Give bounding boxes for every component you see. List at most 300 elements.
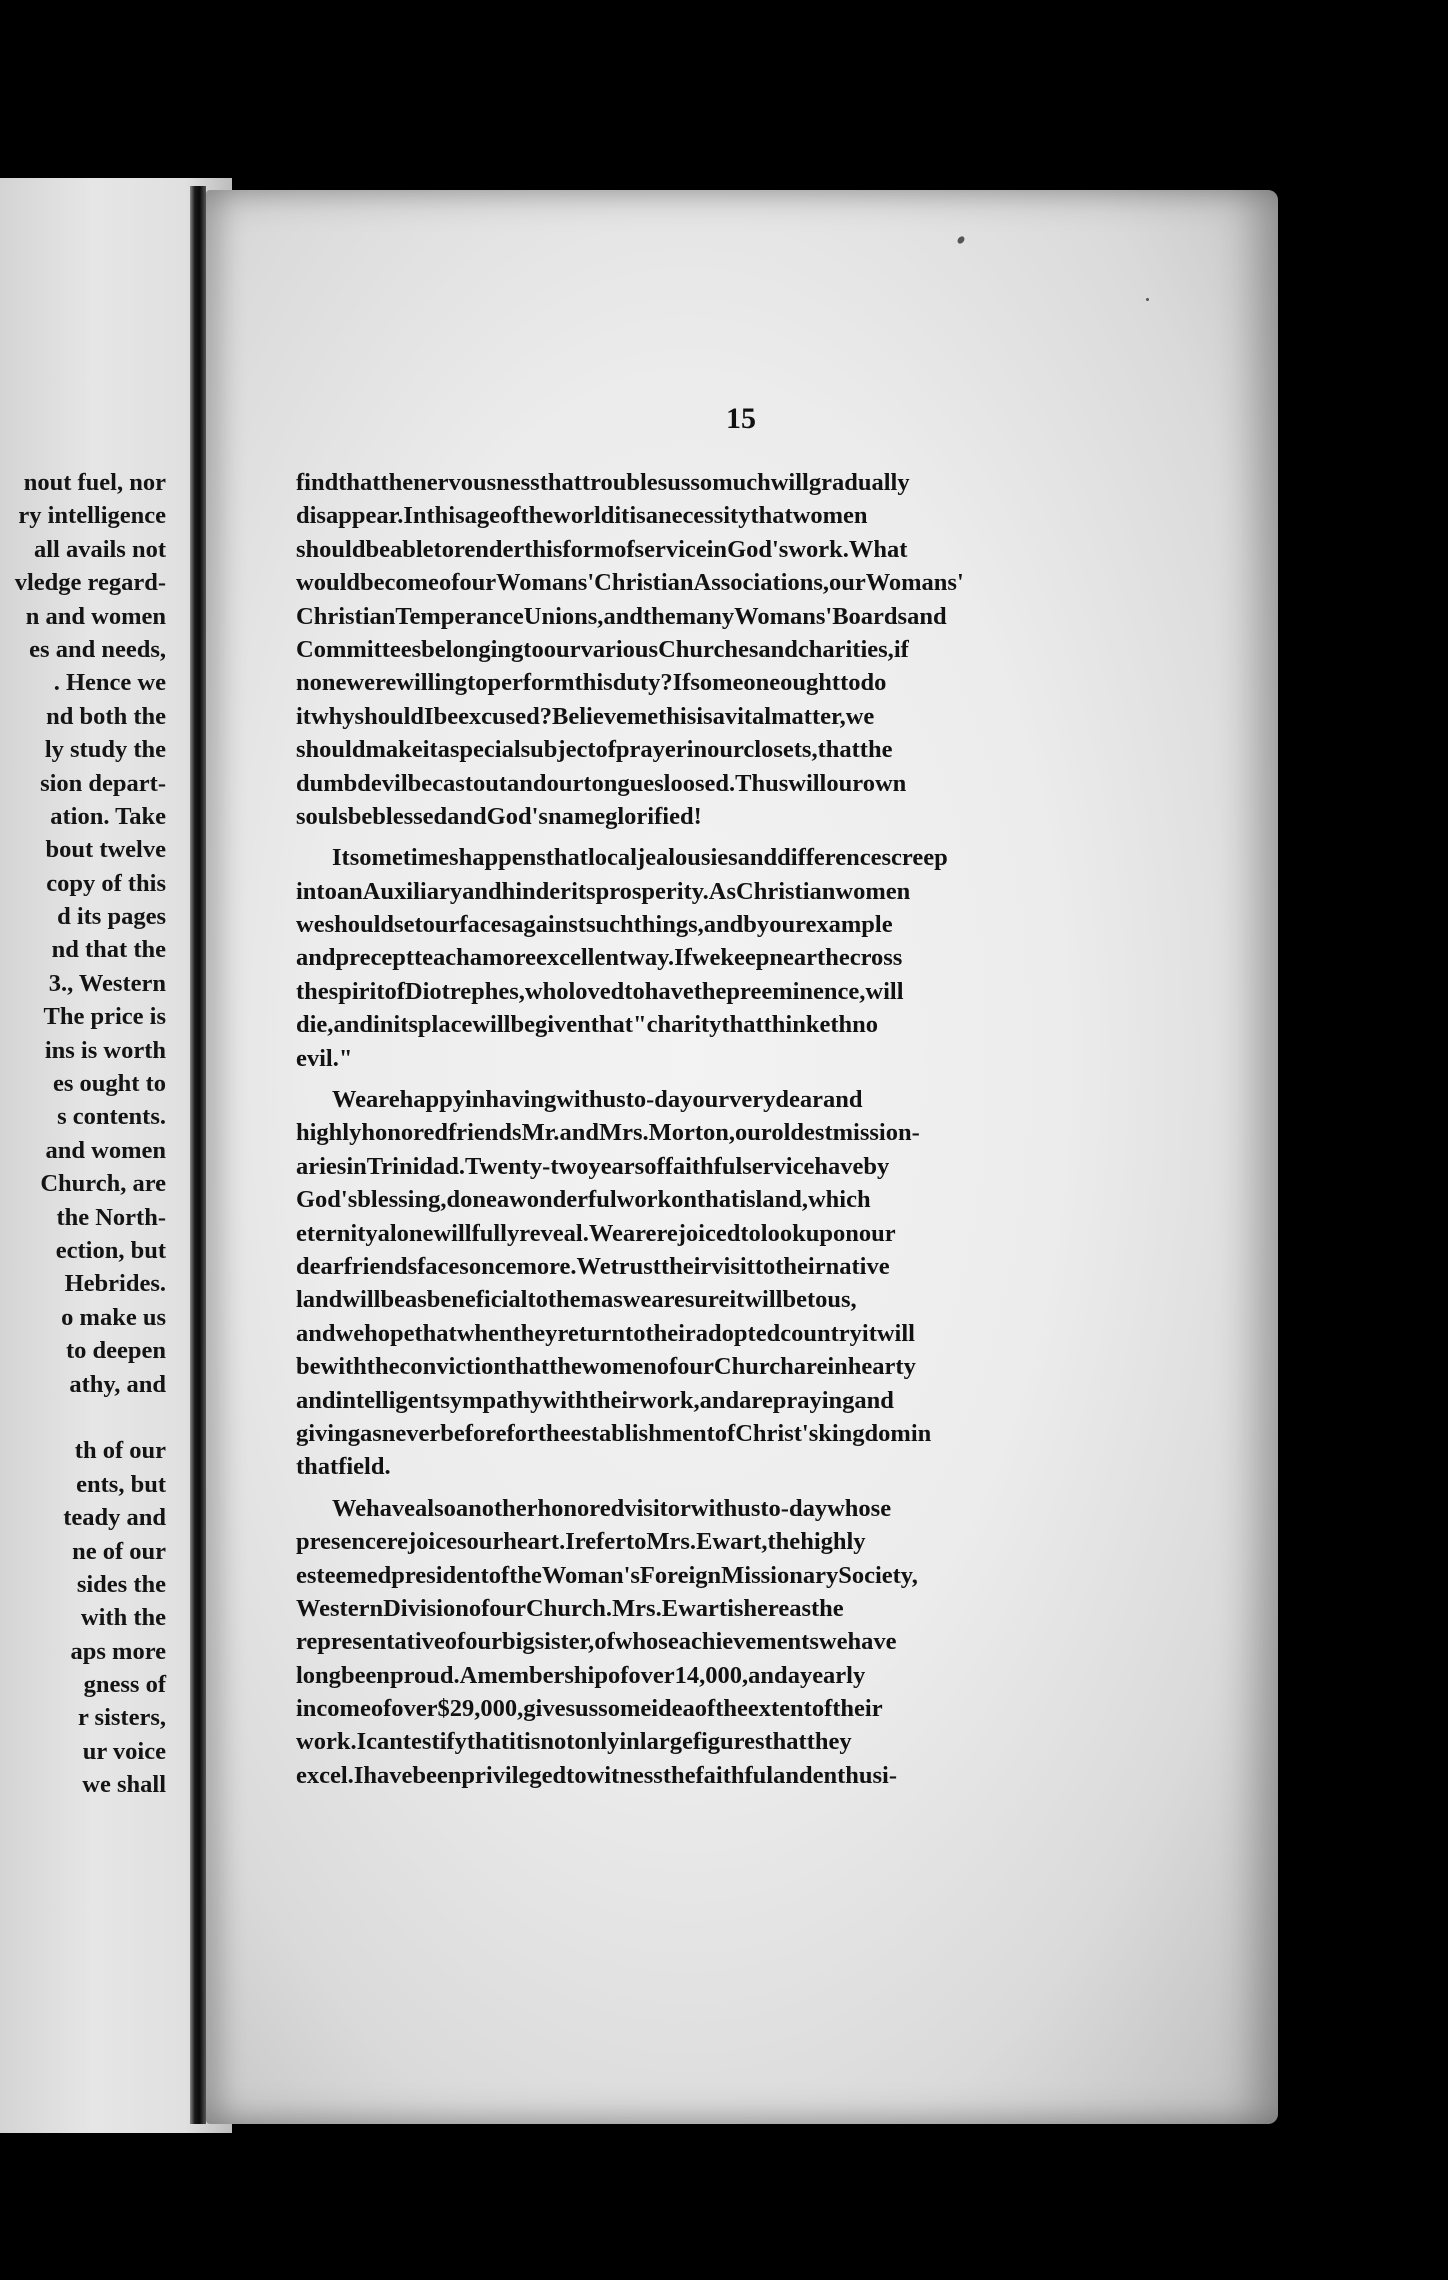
word: idea (651, 1695, 695, 1723)
word: that (507, 1353, 550, 1381)
word: work, (639, 1386, 700, 1414)
word: its (571, 877, 596, 905)
word: and (823, 1086, 863, 1114)
word: set (394, 911, 423, 939)
scan-speck (956, 235, 966, 245)
text-line (296, 1042, 1174, 1075)
text-line (296, 1417, 1174, 1450)
left-page-line: sion depart- (40, 769, 166, 797)
left-page-line: o make us (61, 1303, 166, 1331)
word: as (360, 1419, 382, 1447)
text-line (296, 975, 1174, 1008)
word: which (807, 1186, 871, 1214)
word: will (788, 769, 827, 797)
left-page-line: ation. Take (50, 802, 166, 830)
word: the (296, 977, 329, 1005)
page-body-text (296, 466, 1174, 1792)
word: Christian (296, 602, 396, 630)
word: field. (338, 1453, 391, 1481)
word: and (907, 602, 947, 630)
text-line (296, 875, 1174, 908)
word: sister, (534, 1628, 595, 1656)
left-page-line: th of our (74, 1437, 166, 1465)
word: devil (357, 769, 408, 797)
word: more. (516, 1252, 577, 1280)
word: our (466, 1528, 504, 1556)
word: and (748, 1661, 788, 1689)
left-page-line: ents, but (76, 1470, 166, 1498)
word: teach (413, 944, 470, 972)
word: the (366, 1353, 400, 1381)
word: troubles (581, 469, 668, 496)
word: have (644, 977, 694, 1005)
word: of (468, 1594, 490, 1622)
word: render (453, 535, 525, 563)
word: happens (458, 844, 546, 872)
word: perform (487, 669, 575, 697)
word: place (417, 1011, 473, 1039)
word: so (690, 469, 713, 496)
word: If (672, 669, 691, 697)
left-page-line: bout twelve (45, 836, 166, 864)
page-number: 15 (726, 402, 756, 435)
word: our (692, 1086, 730, 1114)
word: who (524, 977, 569, 1005)
word: privileged (461, 1761, 567, 1789)
word: Trinidad. (366, 1152, 466, 1180)
word: hope (364, 1319, 415, 1347)
word: the (509, 1561, 542, 1589)
word: be (347, 802, 373, 830)
word: charities, (797, 635, 894, 663)
word: Foreign (639, 1561, 722, 1589)
word: and (773, 1761, 813, 1789)
word: be (296, 1353, 321, 1381)
word: a (645, 502, 658, 530)
text-line (296, 767, 1174, 800)
word: Committees (296, 635, 422, 663)
word: our (828, 569, 866, 597)
left-page-line: vledge regard- (14, 569, 166, 597)
word: the (767, 1528, 801, 1556)
word: another (455, 1494, 538, 1522)
word: are (366, 1086, 400, 1114)
word: some (598, 1695, 652, 1723)
word: our (489, 1594, 527, 1622)
word: into (296, 877, 337, 905)
word: they (512, 1319, 558, 1347)
word: Churches (658, 635, 759, 663)
left-page-line: with the (80, 1604, 166, 1632)
word: Mrs. (646, 1528, 697, 1556)
word: by (743, 911, 770, 939)
word: we (622, 1286, 652, 1314)
word: of (608, 1661, 629, 1689)
word: women (835, 877, 911, 905)
word: that (414, 1319, 457, 1347)
word: Mr. (521, 1119, 560, 1147)
left-page-line: The price is (43, 1003, 166, 1031)
word: the (662, 1761, 696, 1789)
word: to (624, 977, 645, 1005)
word: souls (296, 802, 348, 830)
word: Missionary (721, 1561, 839, 1589)
word: a (437, 736, 450, 764)
word: faithful (664, 1152, 743, 1180)
word: loved (568, 977, 625, 1005)
word: of (384, 977, 405, 1005)
left-page-line: the North- (56, 1203, 166, 1231)
word: to (806, 1286, 828, 1314)
word: work (616, 1186, 672, 1214)
word: excused? (458, 702, 552, 730)
word: their (660, 1252, 712, 1280)
left-page-line: es ought to (53, 1070, 166, 1098)
word: against (511, 911, 586, 939)
paragraph (296, 1083, 1174, 1484)
word: Mrs. (612, 1594, 662, 1622)
word: it (422, 736, 438, 764)
text-line (296, 633, 1174, 666)
word: conviction (399, 1353, 507, 1381)
paragraph-gap (296, 1075, 1174, 1083)
paragraph (296, 841, 1174, 1075)
word: us (602, 1086, 626, 1114)
word: prayer (615, 736, 687, 764)
text-line (296, 1150, 1174, 1183)
word: that (466, 1728, 510, 1756)
word: no (852, 1011, 879, 1039)
word: gives (523, 1695, 575, 1723)
word: of (370, 1695, 392, 1723)
word: not (540, 1728, 575, 1756)
word: dear (775, 1086, 824, 1114)
text-line (296, 1283, 1174, 1316)
word: as (789, 1594, 812, 1622)
word: in (619, 1728, 640, 1756)
word: will (770, 469, 809, 496)
left-page-line: 3., Western (48, 969, 166, 997)
word: before (440, 1419, 507, 1447)
text-line (296, 1384, 1174, 1417)
left-page-line: gness of (83, 1671, 166, 1699)
word: God's (727, 535, 789, 563)
word: that (338, 469, 381, 496)
word: Believe (551, 702, 627, 730)
word: witness (586, 1761, 663, 1789)
word: Womans' (865, 569, 964, 597)
left-page-line: s contents. (57, 1103, 166, 1131)
word: would (296, 569, 361, 597)
word: visitor (624, 1494, 691, 1522)
word: honored (537, 1494, 625, 1522)
word: of (811, 1695, 833, 1723)
word: big (501, 1628, 535, 1656)
text-line (296, 1725, 1174, 1758)
word: loosed. (663, 769, 736, 797)
word: and (296, 1319, 336, 1347)
text-line (296, 1659, 1174, 1692)
word: the (549, 1353, 582, 1381)
left-page-line: nd both the (46, 702, 166, 730)
word: Christian (736, 877, 836, 905)
word: Temperance (395, 602, 524, 630)
word: work. (296, 1728, 357, 1756)
word: jealousies (636, 844, 738, 872)
word: of (438, 569, 460, 597)
left-page-line: ne of our (72, 1537, 166, 1565)
word: it (614, 502, 630, 530)
word: subject (520, 736, 596, 764)
word: of (694, 1695, 716, 1723)
word: them (547, 1286, 601, 1314)
text-line (296, 1083, 1174, 1116)
word: the (859, 736, 893, 764)
word: keep (720, 944, 770, 972)
word: native (825, 1252, 890, 1280)
left-page-line: ins is worth (44, 1036, 166, 1064)
text-line (296, 1559, 1174, 1592)
word: as (404, 1286, 427, 1314)
word: In (403, 502, 427, 530)
word: the (817, 944, 850, 972)
word: $29,000, (437, 1695, 524, 1723)
word: Unions, (523, 602, 604, 630)
word: be (782, 1286, 807, 1314)
word: given (534, 1011, 591, 1039)
word: gradually (808, 469, 910, 496)
word: own (862, 769, 907, 797)
word: do (860, 669, 887, 697)
word: and (507, 769, 547, 797)
word: eternity (296, 1219, 378, 1247)
word: that (296, 1453, 339, 1481)
word: land (296, 1286, 343, 1314)
word: rejoiced (656, 1219, 741, 1247)
word: our (677, 1353, 714, 1381)
word: friends (343, 1252, 418, 1280)
word: whose (614, 1628, 679, 1656)
left-page-line: and women (45, 1136, 166, 1164)
word: make (365, 736, 423, 764)
word: our (707, 736, 744, 764)
word: with (556, 1086, 603, 1114)
word: differences (777, 844, 892, 872)
word: only (574, 1728, 620, 1756)
word: honored (361, 1119, 449, 1147)
word: that (539, 469, 582, 496)
word: our (858, 1219, 896, 1247)
word: be (365, 535, 390, 563)
text-line (296, 1692, 1174, 1725)
word: visit (711, 1252, 755, 1280)
word: to (740, 1219, 761, 1247)
word: name (547, 802, 606, 830)
word: As (708, 877, 737, 905)
word: of (500, 502, 521, 530)
text-line (296, 666, 1174, 699)
word: Woman's (541, 1561, 640, 1589)
word: kingdom (818, 1419, 911, 1447)
word: aries (296, 1152, 347, 1180)
text-line (296, 1116, 1174, 1149)
word: Auxiliary (362, 877, 463, 905)
word: excel. (296, 1761, 354, 1789)
word: glorified! (605, 802, 702, 830)
left-page-text-column (0, 466, 166, 1802)
word: if (893, 635, 909, 663)
word: service (742, 1152, 815, 1180)
text-line (296, 1492, 1174, 1525)
word: things, (633, 911, 704, 939)
word: hinder (501, 877, 572, 905)
word: that (817, 736, 860, 764)
word: years (588, 1152, 645, 1180)
word: of (594, 1628, 615, 1656)
word: return (557, 1319, 626, 1347)
paragraph (296, 466, 1174, 833)
word: spirit (328, 977, 385, 1005)
word: Ewart (661, 1594, 728, 1622)
left-page-line: all avails not (33, 535, 166, 563)
word: to (566, 1761, 587, 1789)
word: by (863, 1152, 890, 1180)
word: cast (432, 769, 473, 797)
word: will (472, 1011, 511, 1039)
word: should (324, 911, 395, 939)
word: its (393, 1011, 418, 1039)
word: happy (399, 1086, 465, 1114)
text-line (296, 566, 1174, 599)
word: should (296, 736, 366, 764)
word: is (727, 1594, 744, 1622)
word: we (818, 1628, 848, 1656)
word: us (737, 1494, 761, 1522)
word: Society, (838, 1561, 918, 1589)
word: will (865, 977, 904, 1005)
word: praying (772, 1386, 855, 1414)
word: local (587, 844, 637, 872)
word: 14,000, (674, 1661, 749, 1689)
word: is (629, 502, 646, 530)
word: here (743, 1594, 790, 1622)
word: in (686, 736, 708, 764)
word: were (346, 669, 397, 697)
left-page-line: es and needs, (29, 635, 166, 663)
word: for (506, 1419, 538, 1447)
word: oldest (771, 1119, 833, 1147)
word: in (464, 1086, 486, 1114)
word: form (562, 535, 615, 563)
word: "charity (632, 1011, 722, 1039)
left-page-line: copy of this (46, 869, 166, 897)
word: able (389, 535, 434, 563)
word: many (675, 602, 735, 630)
word: to (467, 669, 488, 697)
word: a (712, 702, 725, 730)
word: of (595, 736, 616, 764)
word: it (509, 1728, 524, 1756)
word: been (340, 1661, 390, 1689)
word: have (366, 1494, 416, 1522)
left-page-line: we shall (82, 1771, 166, 1799)
word: belonging (421, 635, 524, 663)
left-page-line: Church, are (40, 1170, 166, 1198)
word: our (543, 635, 581, 663)
word: willing (396, 669, 468, 697)
word: beneficial (426, 1286, 528, 1314)
word: will (433, 1219, 472, 1247)
word: matter, (771, 702, 846, 730)
word: evil." (296, 1044, 353, 1072)
word: If (674, 944, 692, 972)
word: Western (296, 1594, 384, 1622)
word: whose (827, 1494, 892, 1522)
word: die, (296, 1011, 334, 1039)
word: mission- (832, 1119, 920, 1147)
word: blessing, (357, 1186, 447, 1214)
word: sometimes (349, 844, 459, 872)
text-line (296, 1450, 1174, 1483)
word: us (667, 469, 691, 496)
word: the (642, 602, 676, 630)
word: with (320, 1353, 367, 1381)
word: the (520, 502, 554, 530)
paragraph-gap (296, 1484, 1174, 1492)
text-line (296, 600, 1174, 633)
word: closets, (743, 736, 818, 764)
word: to (625, 1528, 647, 1556)
left-page-line: aps more (70, 1637, 166, 1665)
word: What (848, 535, 908, 563)
text-line (296, 499, 1174, 532)
left-page-line: nd that the (51, 936, 166, 964)
word: Womans' (734, 602, 833, 630)
word: island, (739, 1186, 808, 1214)
word: Church. (526, 1594, 613, 1622)
paragraph (296, 1492, 1174, 1793)
left-page-line: ection, but (55, 1236, 166, 1264)
word: friends (448, 1119, 522, 1147)
word: are (622, 1219, 657, 1247)
text-line (296, 1183, 1174, 1216)
word: nervousness (413, 469, 540, 496)
left-page-line: teady and (63, 1504, 166, 1532)
left-page-line: ly study the (44, 736, 166, 764)
word: and (333, 1011, 373, 1039)
word: vital (724, 702, 772, 730)
word: esteemed (296, 1561, 392, 1589)
word: and (699, 1386, 740, 1414)
word: yearly (799, 1661, 866, 1689)
word: such (585, 911, 634, 939)
text-line (296, 908, 1174, 941)
word: it (296, 702, 311, 730)
word: sure (684, 1286, 730, 1314)
word: thinketh (763, 1011, 853, 1039)
word: having (485, 1086, 557, 1114)
word: country (780, 1319, 862, 1347)
word: Division (383, 1594, 469, 1622)
text-line (296, 941, 1174, 974)
word: tongues (583, 769, 664, 797)
word: work. (788, 535, 849, 563)
word: long (296, 1661, 341, 1689)
word: intelligent (335, 1386, 441, 1414)
word: giving (296, 1419, 360, 1447)
word: their (832, 1695, 883, 1723)
left-page-line: Hebrides. (64, 1270, 166, 1298)
